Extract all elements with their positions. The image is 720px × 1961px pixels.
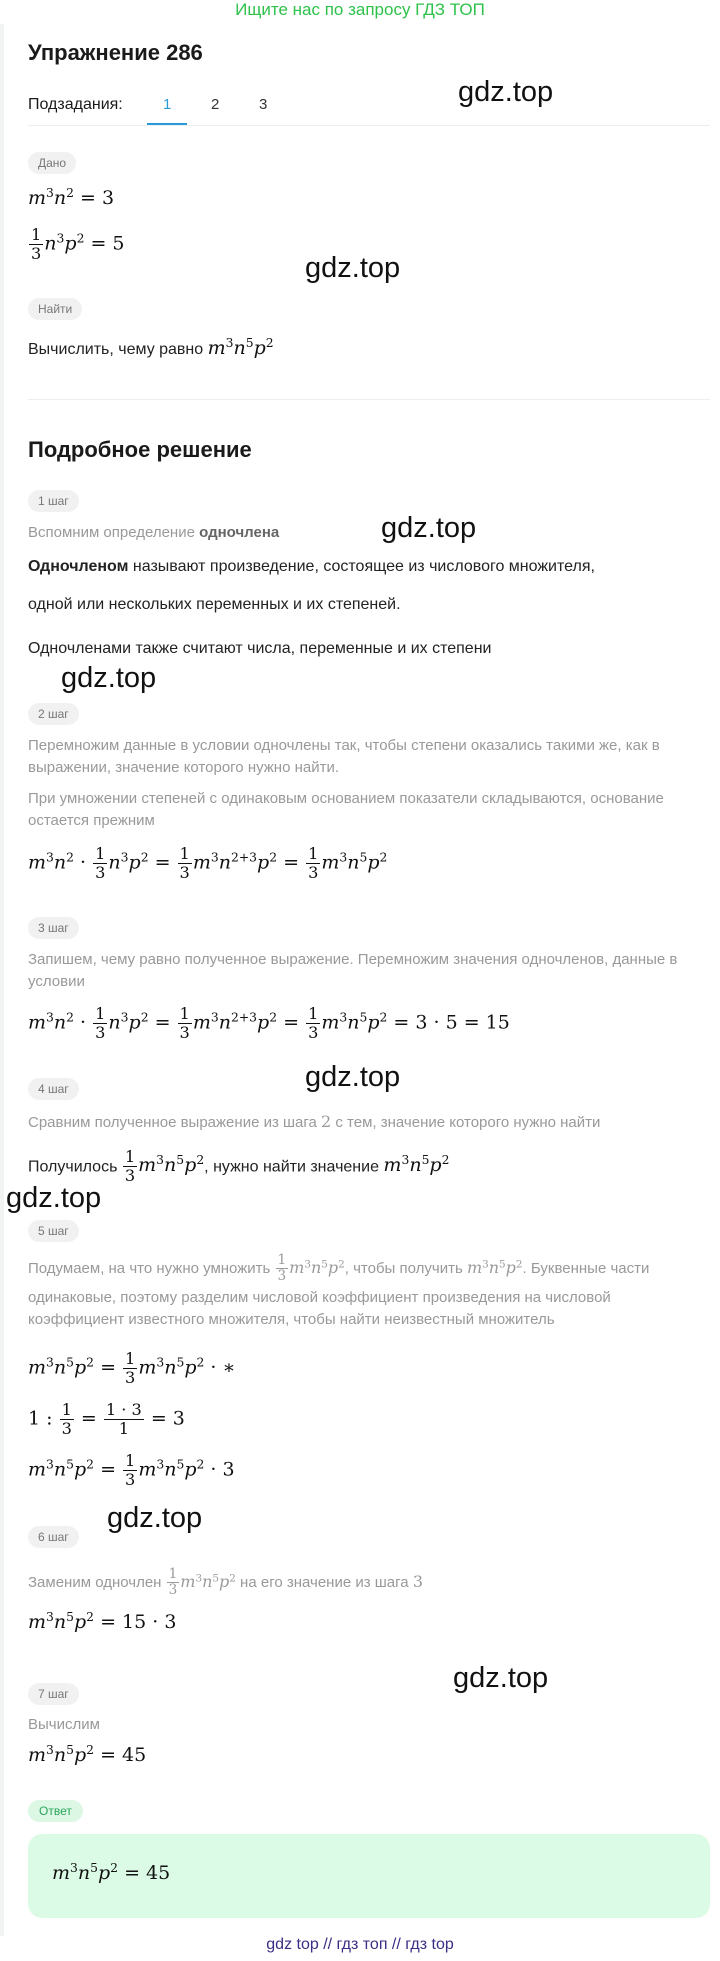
answer-badge: Ответ <box>28 1800 83 1822</box>
step-2-text-1: Перемножим данные в условии одночлены так, чтобы степени оказались такими же, как в выражении, значение которого нужно найти. <box>28 737 660 776</box>
section-divider <box>28 399 710 400</box>
step-2-equation: $m^3n^2$ · $\frac{1}{3}$ $n^3p^2$ = $\frac{1}{3}$ $m^3n^{2+3}p^2$ = $\frac{1}{3}$ $m^3n^5p^2$ <box>28 844 388 882</box>
footer-links[interactable]: gdz top // гдз топ // гдз top <box>266 1936 454 1953</box>
watermark: gdz.top <box>458 76 554 108</box>
watermark: gdz.top <box>61 662 157 694</box>
step-6-text: Заменим одночлен $\frac{1}{3}$ $m^3n^5p^2$ на его значение из шага 3 <box>28 1566 423 1598</box>
step-7-text: Вычислим <box>28 1716 100 1733</box>
step-6-badge: 6 шаг <box>28 1526 79 1548</box>
step-7-equation: $m^3n^5p^2 = 45$ <box>28 1743 147 1766</box>
watermark: gdz.top <box>381 512 477 544</box>
step-5-badge: 5 шаг <box>28 1220 79 1242</box>
find-badge: Найти <box>28 298 82 320</box>
step-4-result: Получилось $\frac{1}{3}$ $m^3n^5p^2$, нужно найти значение $m^3n^5p^2$ <box>28 1147 450 1185</box>
exercise-title: Упражнение 286 <box>28 40 203 65</box>
tab-subtask-2[interactable]: 2 <box>211 96 220 113</box>
solution-title: Подробное решение <box>28 437 252 462</box>
step-2-text-2: При умножении степеней с одинаковым основанием показатели складываются, основание остается прежним <box>28 790 664 829</box>
step-1-text: Вспомним определение одночлена <box>28 524 280 541</box>
step-5-text-1: Подумаем, на что нужно умножить $\frac{1}{3}$ $m^3n^5p^2$, чтобы получить $m^3n^5p^2$. Буквенные части <box>28 1252 650 1284</box>
step-3-text: Запишем, чему равно полученное выражение. Перемножим значения одночленов, данные в условии <box>28 951 678 990</box>
step-3-badge: 3 шаг <box>28 917 79 939</box>
given-equation-2: $\frac{1}{3}$ $n^3p^2 = 5$ <box>31 225 125 263</box>
tab-subtask-1[interactable]: 1 <box>163 96 172 113</box>
given-equation-1: $m^3n^2 = 3$ <box>28 186 115 209</box>
watermark: gdz.top <box>107 1502 203 1534</box>
step-3-equation: $m^3n^2$ · $\frac{1}{3}$ $n^3p^2$ = $\frac{1}{3}$ $m^3n^{2+3}p^2$ = $\frac{1}{3}$ $m^3n^5p^2 = 3 \cdot 5 = 15$ <box>28 1004 510 1042</box>
step-2-badge: 2 шаг <box>28 703 79 725</box>
given-badge: Дано <box>28 152 76 174</box>
subtasks-label: Подзадания: <box>28 96 123 113</box>
monomial-definition-line-2: одной или нескольких переменных и их степеней. <box>28 596 401 613</box>
step-4-text: Сравним полученное выражение из шага 2 с тем, значение которого нужно найти <box>28 1112 601 1131</box>
step-5-equation-1: $m^3n^5p^2$ = $\frac{1}{3}$ $m^3n^5p^2$ · ∗ <box>28 1349 236 1387</box>
step-5-text-2: одинаковые, поэтому разделим числовой коэффициент произведения на числовой коэффициент известного множителя, чтобы найти неизвестный множитель <box>28 1289 611 1328</box>
tab-subtask-3[interactable]: 3 <box>259 96 268 113</box>
watermark: gdz.top <box>305 1061 401 1093</box>
step-5-equation-3: $m^3n^5p^2$ = $\frac{1}{3}$ $m^3n^5p^2 \cdot 3$ <box>28 1451 235 1489</box>
step-4-badge: 4 шаг <box>28 1078 79 1100</box>
left-rule <box>0 24 4 1936</box>
step-7-badge: 7 шаг <box>28 1683 79 1705</box>
tabs-divider <box>28 125 710 126</box>
monomial-definition-line-1: Одночленом называют произведение, состоящее из числового множителя, <box>28 558 595 575</box>
step-6-equation: $m^3n^5p^2 = 15 \cdot 3$ <box>28 1610 177 1633</box>
watermark: gdz.top <box>453 1662 549 1694</box>
promo-banner: Ищите нас по запросу ГДЗ ТОП <box>235 0 485 19</box>
answer-equation: $m^3n^5p^2 = 45$ <box>52 1861 171 1884</box>
find-text: Вычислить, чему равно $m^3n^5p^2$ <box>28 336 274 359</box>
step-5-equation-2: 1 : $\frac{1}{3}$ = $\frac{1 \cdot 3}{1}$ = 3 <box>28 1400 185 1438</box>
monomial-note: Одночленами также считают числа, переменные и их степени <box>28 640 492 657</box>
watermark: gdz.top <box>305 252 401 284</box>
step-1-badge: 1 шаг <box>28 490 79 512</box>
watermark: gdz.top <box>6 1182 102 1214</box>
